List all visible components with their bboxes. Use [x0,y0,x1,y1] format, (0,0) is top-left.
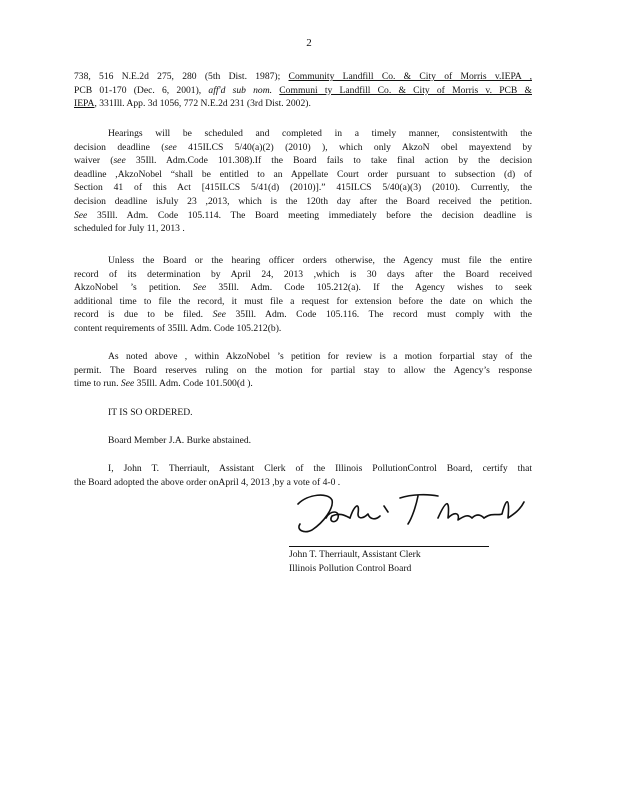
hearings-line-2 [74,141,532,155]
certify-line-2: the Board adopted the above order onApril 4, 2013 ,by a vote of 4-0 . [74,476,341,488]
abstained-note [74,434,532,448]
citation-text: 738, 516 N.E.2d 275, 280 (5th Dist. 1987); [74,71,281,82]
record-paragraph [74,254,532,336]
hearings-line-7 [74,209,532,223]
text: 35Ill. Adm. Code 105.212(a). If the Agency wishes to seek [218,282,532,294]
hearings-line-4: deadline ,AkzoNobel “shall be entitled to an Appellate Court order pursuant to subsection (d) of [74,168,532,180]
signal-see: See [192,282,207,294]
signal-see: see [113,155,126,167]
signal-see: See [120,378,135,390]
signal-see: see [164,141,177,153]
hearings-line-1: Hearings will be scheduled and completed in a timely manner, consistentwith the [108,128,532,139]
affd-sub-nom: aff'd sub nom. [208,84,273,96]
signature-line [289,546,489,547]
stay-line-2: permit. The Board reserves ruling on the motion for partial stay to allow the Agency’s response [74,364,532,376]
hearings-line-6: decision deadline isJuly 23 ,2013, which is the 120th day after the Board received the petition. [74,195,532,207]
certify-line-1: I, John T. Therriault, Assistant Clerk of the Illinois PollutionControl Board, certify that [108,463,532,474]
text: record is due to be filed. [74,309,204,321]
stay-line-3 [74,377,532,391]
signal-see: See [74,209,88,221]
text: decision deadline ( [74,141,165,153]
record-line-4: additional time to file the record, it must file a request for extension before the date on which the [74,295,532,307]
citation-text: PCB 01-170 (Dec. 6, 2001), [74,84,202,96]
record-line-5 [74,308,532,322]
case-name-community-landfill-pcb: Communi ty Landfill Co. & City of Morris v. PCB & [279,84,532,96]
signer-block [289,548,421,576]
text: 35Ill. Adm.Code 101.308).If the Board fails to take final action by the decision [135,155,532,167]
hearings-line-8: scheduled for July 11, 2013 . [74,223,185,235]
text: 415ILCS 5/40(a)(2) (2010) ), which only AkzoN obel mayextend by [188,141,532,153]
so-ordered-text: IT IS SO ORDERED. [108,407,193,418]
signer-name-title: John T. Therriault, Assistant Clerk [289,549,421,560]
certification-paragraph [74,462,532,489]
citation-paragraph [74,70,532,111]
text: waiver ( [74,155,114,167]
stay-line-1: As noted above , within AkzoNobel ’s petition for review is a motion forpartial stay of the [108,351,532,362]
hearings-line-5: Section 41 of this Act [415ILCS 5/41(d) (2010)].” 415ILCS 5/40(a)(3) (2010). Currently, the [74,182,532,194]
text: 35Ill. Adm. Code 105.114. The Board meeting immediately before the decision deadline is [96,209,532,221]
hearings-line-3 [74,154,532,168]
citation-line-3 [74,97,532,111]
hearings-paragraph [74,127,532,236]
text: 35Ill. Adm. Code 105.116. The record must comply with the [235,309,532,321]
so-ordered [74,406,532,420]
text: time to run. [74,378,119,390]
case-name-iepa: IEPA [74,98,95,110]
stay-paragraph [74,350,532,391]
case-name-community-landfill: Community Landfill Co. & City of Morris v.IEPA , [288,71,532,82]
record-line-2: record of its determination by April 24, 2013 ,which is 30 days after the Board received [74,268,532,280]
record-line-6: content requirements of 35Ill. Adm. Code 105.212(b). [74,322,282,334]
record-line-3 [74,281,532,295]
signal-see: See [212,309,226,321]
citation-line-2 [74,84,532,98]
page-number: 2 [306,37,312,49]
signer-organization: Illinois Pollution Control Board [289,563,412,574]
record-line-1: Unless the Board or the hearing officer orders otherwise, the Agency must file the entire [108,255,532,266]
text: AkzoNobel ’s petition. [74,282,181,294]
text: 35Ill. Adm. Code 101.500(d ). [136,378,253,390]
citation-line-1 [74,70,532,84]
abstained-text: Board Member J.A. Burke abstained. [108,435,252,446]
handwritten-signature [288,488,528,538]
citation-text: , 331Ill. App. 3d 1056, 772 N.E.2d 231 (3rd Dist. 2002). [94,98,311,110]
